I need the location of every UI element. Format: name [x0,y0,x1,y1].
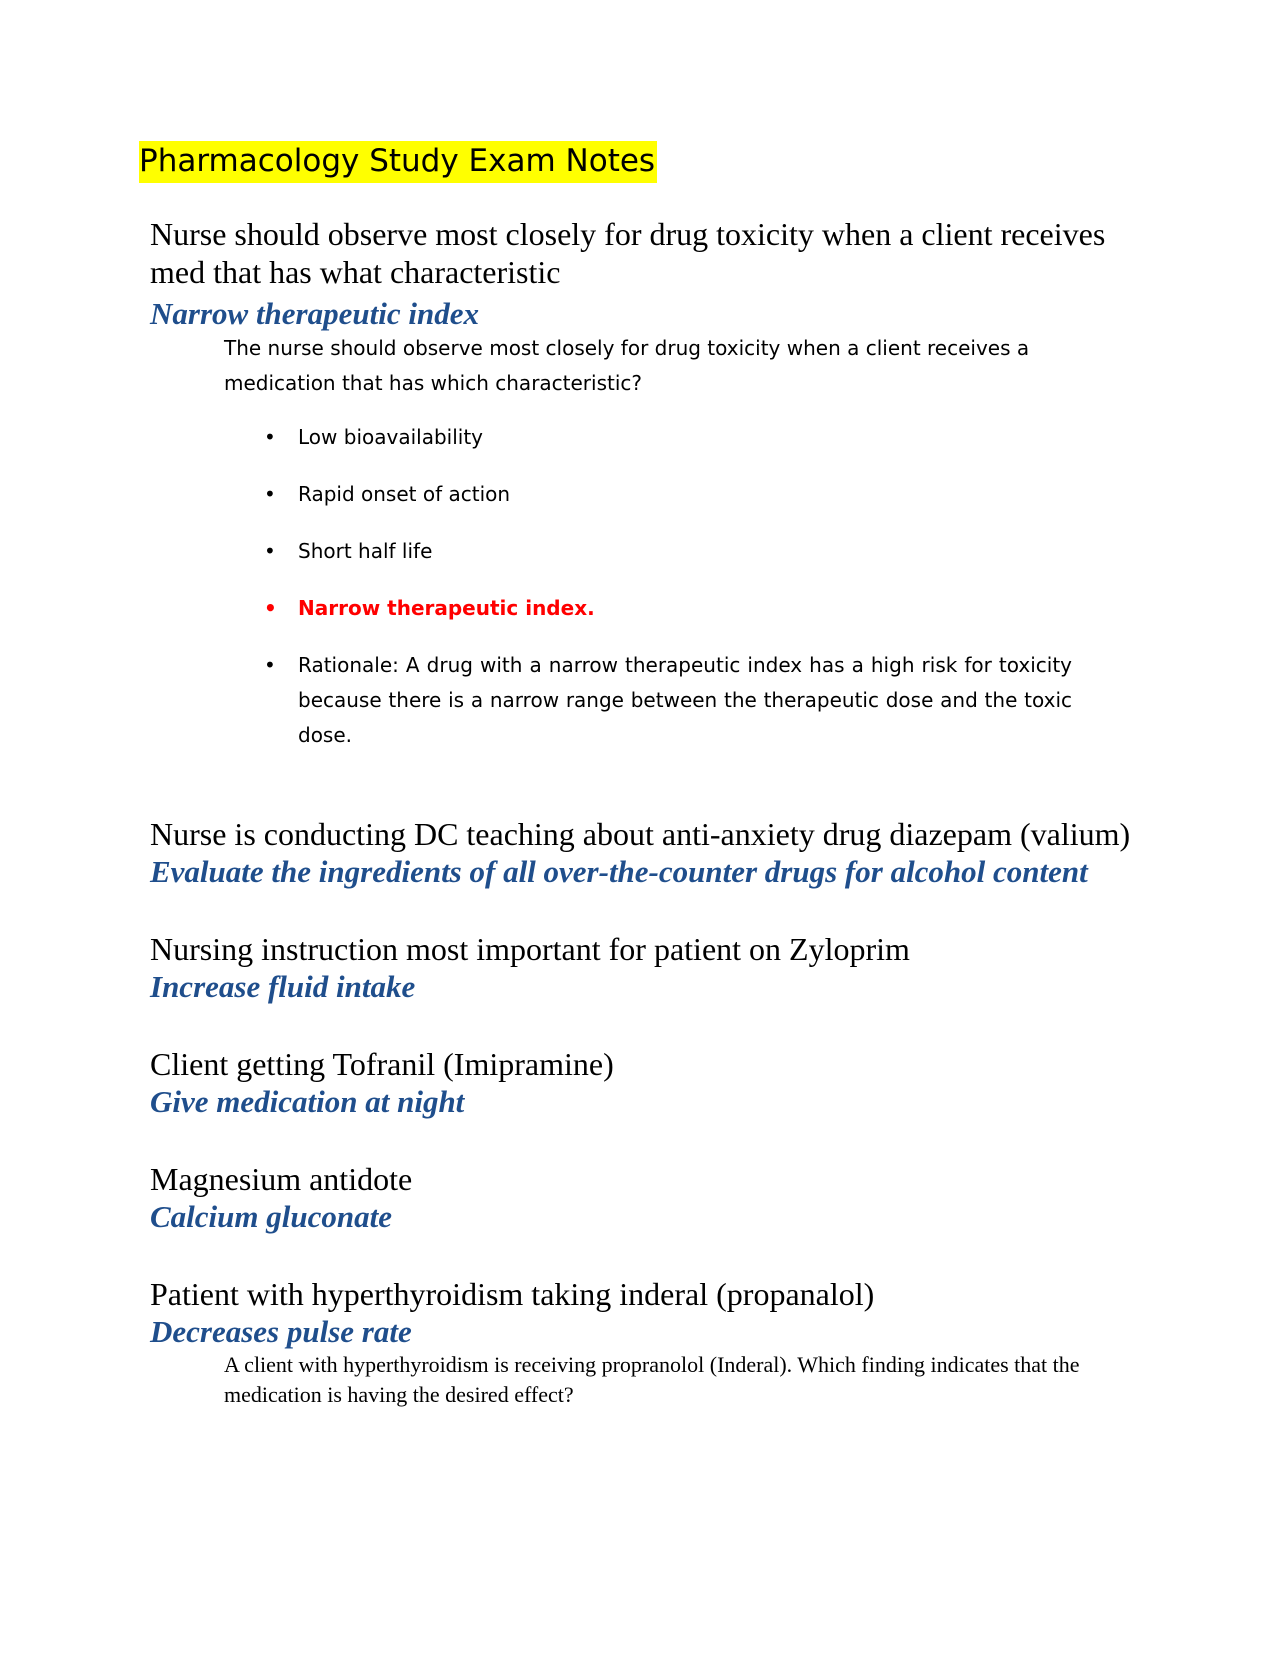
answer-4: Give medication at night [150,1084,465,1119]
question-6-detail: A client with hyperthyroidism is receiving propranolol (Inderal). Which finding indicates that the medication is having the desired effect? [224,1352,1080,1407]
option-text: Narrow therapeutic index. [298,596,595,620]
list-item [262,534,1072,569]
bullet-icon: • [264,425,276,449]
rationale-text: Rationale: A drug with a narrow therapeutic index has a high risk for toxicity because there is a narrow range between the therapeutic dose and the toxic dose. [298,653,1072,747]
question-3: Nursing instruction most important for patient on Zyloprim [150,931,910,967]
option-text: Rapid onset of action [298,482,511,506]
list-item-rationale [262,648,1072,753]
question-1: Nurse should observe most closely for drug toxicity when a client receives med that has what characteristic [150,216,1106,290]
option-text: Low bioavailability [298,425,483,449]
answer-5: Calcium gluconate [150,1199,392,1234]
option-list [262,420,1072,775]
question-1-detail: The nurse should observe most closely for drug toxicity when a client receives a medication that has which characteristic? [224,336,1030,395]
page-title: Pharmacology Study Exam Notes [139,141,657,183]
bullet-icon: • [264,653,276,677]
answer-6: Decreases pulse rate [150,1314,412,1349]
bullet-icon: • [264,539,276,563]
bullet-icon: • [264,596,277,620]
answer-2: Evaluate the ingredients of all over-the-counter drugs for alcohol content [150,854,1088,889]
question-4: Client getting Tofranil (Imipramine) [150,1046,614,1082]
list-item [262,420,1072,455]
question-5: Magnesium antidote [150,1161,413,1197]
answer-1: Narrow therapeutic index [150,296,479,331]
option-text: Short half life [298,539,433,563]
question-6: Patient with hyperthyroidism taking inderal (propanalol) [150,1276,875,1312]
list-item [262,477,1072,512]
list-item-correct [262,591,1072,626]
answer-3: Increase fluid intake [150,969,416,1004]
question-2: Nurse is conducting DC teaching about anti-anxiety drug diazepam (valium) [150,816,1131,852]
bullet-icon: • [264,482,276,506]
